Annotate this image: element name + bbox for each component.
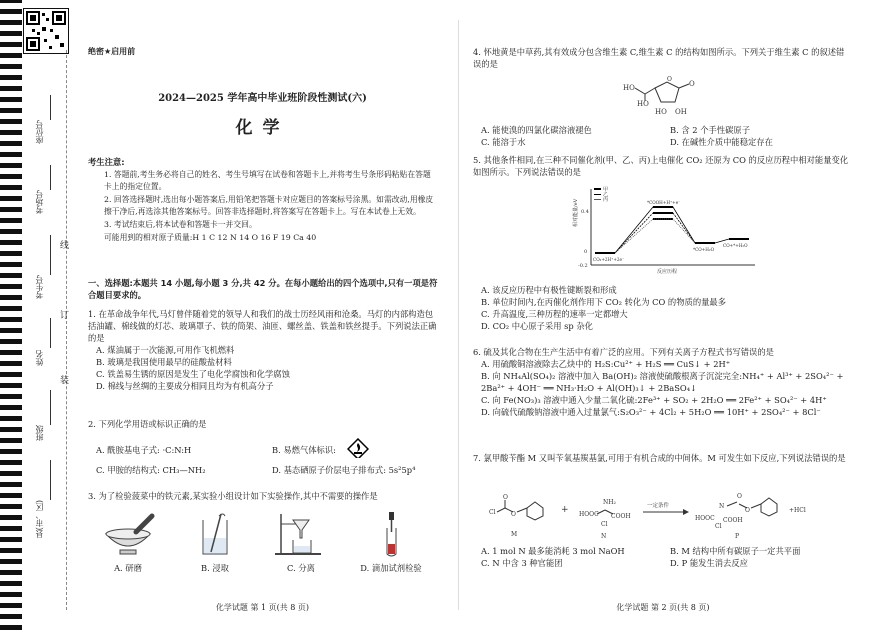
svg-text:HO: HO — [623, 84, 635, 92]
notice-item: 2. 回答选择题时,选出每小题答案后,用铅笔把答题卡对应题目的答案标号涂黑。如需改动,用橡皮擦干净后,再选涂其他答案标号。回答非选择题时,将答案写在答题卡上。写在本试卷上无效。 — [104, 195, 434, 217]
page-one — [80, 0, 445, 630]
question-1 — [88, 308, 440, 392]
chart-label-start: CO₂+2H⁺+2e⁻ — [593, 257, 625, 262]
sidebar-line — [50, 318, 51, 348]
q7-reaction-scheme — [483, 492, 843, 544]
option-a: A. 该反应历程中有极性键断裂和形成 — [481, 285, 617, 295]
sidebar-field-name: 姓名 — [35, 350, 44, 366]
subject-title: 化学 — [235, 118, 290, 138]
option-b — [272, 444, 440, 456]
column-divider — [458, 20, 459, 610]
svg-text:O: O — [737, 493, 742, 500]
svg-text:NH₂: NH₂ — [603, 499, 616, 506]
decorative-stripe — [0, 0, 22, 630]
question-stem: 5. 其他条件相同,在三种不同催化剂(甲、乙、丙)上电催化 CO₂ 还原为 CO 的反应历程中相对能量变化如图所示。下列说法错误的是 — [473, 155, 849, 178]
option-b: B. 玻璃是我国使用最早的硅酸盐材料 — [96, 357, 232, 368]
page-footer: 化学试题 第 1 页(共 8 页) — [215, 603, 310, 612]
option-c: C. 甲胺的结构式: CH₃—NH₂ — [96, 465, 206, 476]
option-b: B. 单位时间内,在丙催化剂作用下 CO₂ 转化为 CO 的物质的量最多 — [481, 297, 727, 308]
question-5-options — [473, 284, 851, 332]
svg-text:OH: OH — [675, 108, 687, 116]
option-a: A. 煤油属于一次能源,可用作飞机燃料 — [96, 345, 235, 356]
option-a: A. 能使溴的四氯化碳溶液褪色 — [481, 125, 592, 135]
question-stem: 3. 为了检验菠菜中的铁元素,某实验小组设计如下实验操作,其中不需要的操作是 — [88, 491, 378, 501]
option-c: C. 铁盖易生锈的原因是发生了电化学腐蚀和化学腐蚀 — [96, 369, 290, 380]
chart-xlabel: 反应历程 — [657, 269, 678, 275]
page-footer: 化学试题 第 2 页(共 8 页) — [616, 603, 710, 612]
legend-item-bing: 丙 — [603, 197, 609, 203]
chart-ytick: 0 — [584, 249, 588, 255]
svg-text:HO: HO — [655, 108, 667, 116]
cut-mark-line: 线 — [58, 240, 68, 249]
svg-text:O: O — [511, 511, 516, 518]
notice-list — [104, 169, 434, 245]
option-c: C. 向 Fe(NO₃)₃ 溶液中通入少量二氧化硫:2Fe³⁺ + SO₂ + 2H₂O ══ 2Fe²⁺ + SO₄²⁻ + 4H⁺ — [481, 395, 827, 406]
option-b: B. 向 NH₄Al(SO₄)₂ 溶液中加入 Ba(OH)₂ 溶液使硫酸根离子沉淀完全:NH₄⁺ + Al³⁺ + 2SO₄²⁻ + 2Ba²⁺ + 4OH⁻ ══ NH₃·H₂O + Al(OH)₃↓ + 2BaSO₄↓ — [481, 371, 844, 394]
notice-heading: 考生注意: — [88, 157, 125, 167]
vitamin-c-structure — [623, 76, 713, 124]
option-c: C. 分离 — [287, 563, 315, 573]
option-a: A. 酰胺基电子式: ·C:N:H — [96, 445, 192, 456]
mol-label-n: N — [601, 533, 607, 540]
sidebar-line — [50, 165, 51, 190]
svg-text:Cl: Cl — [601, 521, 608, 528]
atomic-masses: 可能用到的相对原子质量:H 1 C 12 N 14 O 16 F 19 Ca 40 — [104, 233, 317, 243]
chart-ytick: -0.2 — [578, 263, 588, 269]
svg-text:Cl: Cl — [489, 509, 496, 516]
option-c: C. 能溶于水 — [481, 137, 526, 148]
option-d: D. CO₂ 中心原子采用 sp 杂化 — [481, 321, 593, 332]
question-stem: 1. 在革命战争年代,马灯曾伴随着党的领导人和我们的战士历经风雨和沧桑。马灯的内部构造包括油罐、棉线做的灯芯、玻璃罩子、铁的筒架、油匝、螺丝盖、铁盖和铁丝提手。下列说法正确的是 — [88, 309, 437, 344]
option-c: C. 升高温度,三种历程的速率一定都增大 — [481, 309, 628, 320]
option-d: D. 滴加试剂检验 — [360, 563, 422, 573]
legend-item-yi: 乙 — [603, 192, 609, 198]
option-b: B. 含 2 个手性碳原子 — [670, 125, 751, 135]
reaction-condition: 一定条件 — [647, 503, 670, 509]
svg-text:COOH: COOH — [723, 517, 743, 524]
question-7 — [473, 452, 851, 464]
chart-label-co: *CO+H₂O — [693, 247, 715, 252]
svg-text:HO: HO — [637, 100, 649, 108]
cut-mark-bind: 装 — [58, 375, 68, 384]
option-b-label: B. 易燃气体标识: — [272, 445, 336, 456]
sidebar-field-county: 县(市、区) — [35, 500, 44, 539]
question-4 — [473, 46, 851, 70]
option-d: D. 基态硒原子价层电子排布式: 5s²5p⁴ — [272, 465, 416, 476]
filtration-icon — [266, 512, 336, 560]
energy-profile-chart — [569, 183, 759, 275]
question-4-options — [473, 124, 851, 148]
option-a: A. 1 mol N 最多能消耗 3 mol NaOH — [481, 546, 625, 556]
sidebar-field-seat: 座位号 — [35, 120, 44, 144]
question-stem: 4. 怀地黄是中草药,其有效成分包含维生素 C,维生素 C 的结构如图所示。下列关于维生素 C 的叙述错误的是 — [473, 47, 845, 70]
option-d: D. 在碱性介质中能稳定存在 — [670, 137, 773, 148]
legend-swatch-yi — [594, 194, 601, 195]
question-6 — [473, 346, 851, 418]
beaker-icon — [180, 512, 250, 560]
sidebar-line — [50, 235, 51, 275]
qr-code-icon — [23, 8, 69, 54]
sidebar-field-class: 班级 — [35, 425, 44, 441]
cut-line — [66, 50, 67, 610]
secret-label: 绝密★启用前 — [88, 47, 136, 56]
sidebar-line — [50, 390, 51, 425]
sidebar-line — [50, 460, 51, 500]
svg-text:HOOC: HOOC — [579, 511, 599, 518]
legend-swatch-jia — [594, 188, 601, 190]
binding-margin — [0, 0, 72, 630]
chart-ylabel: 相对能量/eV — [573, 198, 579, 227]
apparatus-row — [88, 512, 440, 572]
svg-text:O: O — [745, 507, 750, 514]
option-a: A. 研磨 — [114, 563, 142, 573]
option-d: D. P 能发生消去反应 — [670, 558, 748, 569]
svg-text:COOH: COOH — [611, 513, 631, 520]
page-two — [473, 0, 853, 630]
option-d: D. 向硫代硫酸钠溶液中通入过量氯气:S₂O₃²⁻ + 4Cl₂ + 5H₂O ══ 10H⁺ + 2SO₄²⁻ + 8Cl⁻ — [481, 407, 821, 418]
sidebar-line — [50, 95, 51, 120]
svg-text:HOOC: HOOC — [695, 515, 715, 522]
sidebar-field-room: 考场号 — [35, 190, 44, 214]
option-b: B. 浸取 — [201, 563, 229, 573]
option-d: D. 棉线与丝绸的主要成分相同且均为有机高分子 — [96, 381, 274, 392]
flammable-gas-icon — [347, 438, 369, 458]
chart-label-cooh: *COOH+H⁺+e⁻ — [647, 200, 681, 205]
notice-item: 3. 考试结束后,将本试卷和答题卡一并交回。 — [104, 220, 257, 230]
legend-swatch-bing — [594, 199, 601, 200]
svg-text:N: N — [719, 503, 725, 510]
question-stem: 2. 下列化学用语或标识正确的是 — [88, 419, 207, 429]
legend-item-jia: 甲 — [603, 187, 609, 193]
question-3 — [88, 490, 440, 502]
option-a: A. 用硫酸铜溶液除去乙炔中的 H₂S:Cu²⁺ + H₂S ══ CuS↓ + 2H⁺ — [481, 359, 731, 370]
question-stem: 7. 氯甲酸苄酯 M 又叫苄氧基羰基氯,可用于有机合成的中间体。M 可发生如下反应,下列说法错误的是 — [473, 453, 846, 463]
svg-text:O: O — [689, 80, 695, 88]
mol-label-p: P — [735, 533, 740, 540]
svg-text:O: O — [503, 494, 508, 501]
option-b: B. M 结构中所有碳原子一定共平面 — [670, 546, 801, 556]
svg-text:O: O — [667, 76, 672, 83]
question-stem: 6. 硫及其化合物在生产生活中有着广泛的应用。下列有关离子方程式书写错误的是 — [473, 347, 774, 357]
svg-text:Cl: Cl — [715, 523, 722, 530]
question-7-options — [473, 545, 851, 569]
test-tube-dropper-icon — [356, 512, 426, 560]
mortar-icon — [93, 512, 163, 560]
chart-ytick: 0.4 — [581, 209, 589, 215]
product-extra: +HCl — [789, 507, 806, 514]
cut-mark-staple: 订 — [58, 310, 68, 319]
mol-label-m: M — [511, 531, 518, 538]
question-2 — [88, 418, 440, 476]
exam-title: 2024—2025 学年高中毕业班阶段性测试(六) — [158, 93, 367, 104]
notice-item: 1. 答题前,考生务必将自己的姓名、考生号填写在试卷和答题卡上,并将考生号条形码粘贴在答题卡上的指定位置。 — [104, 170, 431, 192]
svg-text:+: + — [561, 505, 569, 515]
chart-label-end: CO+*+H₂O — [723, 243, 748, 248]
section-intro: 一、选择题:本题共 14 小题,每小题 3 分,共 42 分。在每小题给出的四个选项中,只有一项是符合题目要求的。 — [88, 278, 438, 301]
option-c: C. N 中含 3 种官能团 — [481, 558, 563, 569]
sidebar-field-exam-number: 考生号 — [35, 275, 44, 299]
question-5 — [473, 154, 851, 178]
